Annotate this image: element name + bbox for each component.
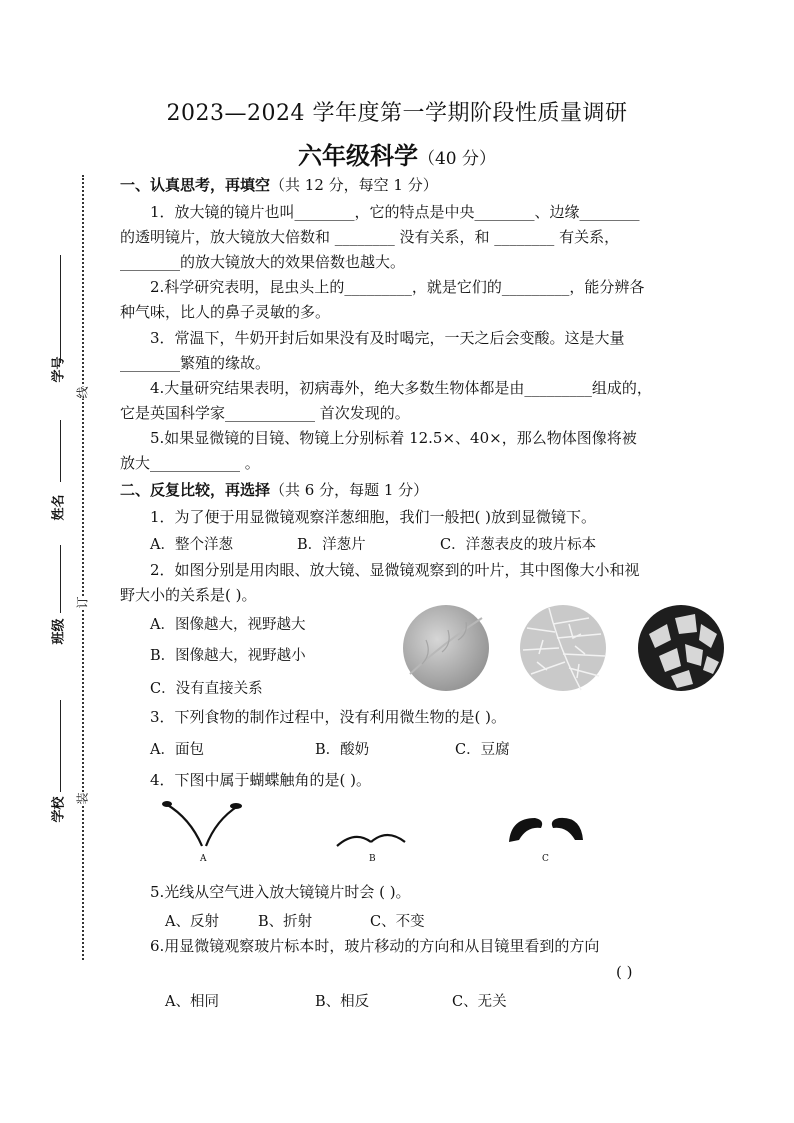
total-score: （40 分） <box>417 149 497 169</box>
s1-line-7: ________繁殖的缘故。 <box>120 354 271 372</box>
q6-option-b: B、相反 <box>315 994 370 1010</box>
class-line <box>60 545 61 613</box>
s1-line-5: 种气味，比人的鼻子灵敏的多。 <box>120 303 331 321</box>
binding-mark-bind: 装 <box>75 792 90 805</box>
q6-option-c: C、无关 <box>452 994 507 1010</box>
q2-option-c: C．没有直接关系 <box>150 681 263 697</box>
q1-option-b: B．洋葱片 <box>297 537 366 553</box>
q6-bracket: ( ) <box>616 963 633 981</box>
s1-line-3: ________的放大镜放大的效果倍数也越大。 <box>120 253 406 271</box>
s1-line-4: 2.科学研究表明，昆虫头上的_________，就是它们的_________，能分辨各 <box>150 278 645 296</box>
q1-option-c: C．洋葱表皮的玻片标本 <box>440 537 597 553</box>
antenna-b-label: B <box>369 854 376 864</box>
s1-line-2: 的透明镜片，放大镜放大倍数和 ________ 没有关系，和 ________ 有关系， <box>120 228 620 246</box>
s1-line-11: 放大____________ 。 <box>120 454 260 472</box>
leaf-microscope-image <box>637 604 725 692</box>
subject-name: 六年级科学 <box>297 141 418 170</box>
section2-note: （共 6 分，每题 1 分） <box>270 481 429 499</box>
class-label: 班级 <box>51 618 67 645</box>
q6-text: 6.用显微镜观察玻片标本时，玻片移动的方向和从目镜里看到的方向 <box>150 937 600 955</box>
section1-title: 一、认真思考，再填空 <box>120 176 271 194</box>
q5-option-b: B、折射 <box>258 914 313 930</box>
binding-mark-line: 线 <box>75 386 90 399</box>
q2-option-b: B．图像越大，视野越小 <box>150 648 306 664</box>
binding-dotted-line <box>82 175 84 960</box>
name-line <box>60 420 61 482</box>
leaf-naked-eye-image <box>402 604 490 692</box>
s1-line-9: 它是英国科学家____________ 首次发现的。 <box>120 404 410 422</box>
s1-line-6: 3．常温下，牛奶开封后如果没有及时喝完，一天之后会变酸。这是大量 <box>150 329 625 347</box>
section1-note: （共 12 分，每空 1 分） <box>270 176 438 194</box>
q3-option-b: B．酸奶 <box>315 742 370 758</box>
s1-line-10: 5.如果显微镜的目镜、物镜上分别标着 12.5×、40×，那么物体图像将被 <box>150 429 637 447</box>
antenna-c-label: C <box>542 854 549 864</box>
s1-line-1: 1．放大镜的镜片也叫________，它的特点是中央________、边缘________ <box>150 203 640 221</box>
section2-heading <box>120 480 428 500</box>
q4-text: 4．下图中属于蝴蝶触角的是( )。 <box>150 771 372 789</box>
school-label: 学校 <box>51 796 67 823</box>
q5-option-a: A、反射 <box>165 914 219 930</box>
q2-line-2: 野大小的关系是( )。 <box>120 586 257 604</box>
q2-line-1: 2．如图分别是用肉眼、放大镜、显微镜观察到的叶片，其中图像大小和视 <box>150 561 640 579</box>
section1-heading <box>120 175 438 195</box>
q3-option-c: C．豆腐 <box>455 742 510 758</box>
q1-option-a: A．整个洋葱 <box>150 537 233 553</box>
name-label: 姓名 <box>51 494 67 521</box>
antenna-b-figure <box>333 826 413 856</box>
antenna-c-figure <box>505 808 589 848</box>
q3-text: 3．下列食物的制作过程中，没有利用微生物的是( )。 <box>150 708 507 726</box>
antenna-a-label: A <box>200 854 207 864</box>
exam-subject <box>0 136 794 171</box>
q6-option-a: A、相同 <box>165 994 219 1010</box>
s1-line-8: 4.大量研究结果表明，初病毒外，绝大多数生物体都是由_________组成的， <box>150 379 652 397</box>
q1-text: 1．为了便于用显微镜观察洋葱细胞，我们一般把( )放到显微镜下。 <box>150 508 597 526</box>
q5-option-c: C、不变 <box>370 914 425 930</box>
leaf-magnifier-image <box>519 604 607 692</box>
exam-title: 2023—2024 学年度第一学期阶段性质量调研 <box>166 101 628 126</box>
student-id-line <box>60 255 61 363</box>
q3-option-a: A．面包 <box>150 742 204 758</box>
binding-mark-staple: 订 <box>75 596 90 609</box>
q2-option-a: A．图像越大，视野越大 <box>150 617 306 633</box>
school-line <box>60 700 61 792</box>
antenna-a-figure <box>160 798 250 858</box>
student-id-label: 学号 <box>51 356 67 383</box>
q5-text: 5.光线从空气进入放大镜镜片时会 ( )。 <box>150 883 411 901</box>
section2-title: 二、反复比较，再选择 <box>120 481 271 499</box>
